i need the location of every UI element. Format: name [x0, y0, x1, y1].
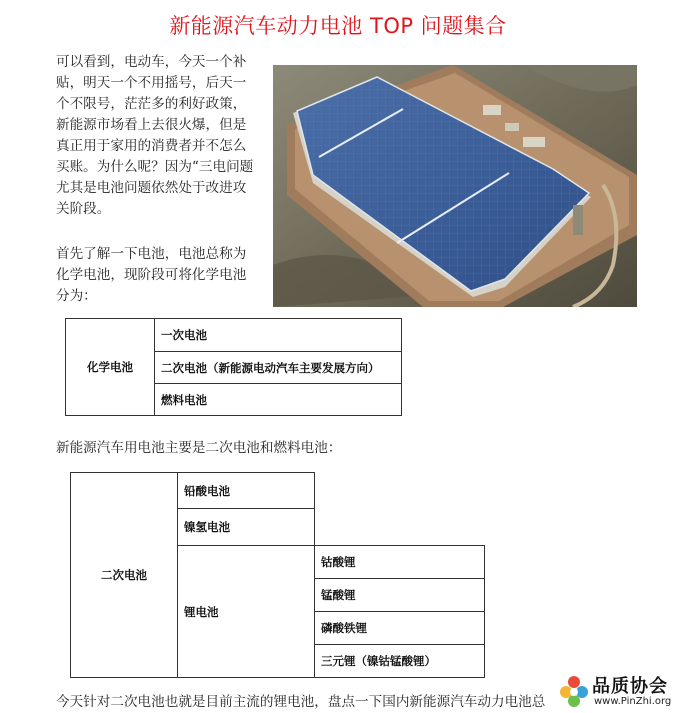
table-cell: 磷酸铁锂 — [315, 612, 485, 645]
table-cell: 锰酸锂 — [315, 579, 485, 612]
table-cell: 镍氢电池 — [178, 509, 315, 546]
chemical-battery-table — [65, 318, 402, 416]
pinzhi-logo-icon — [558, 674, 590, 708]
intro-paragraph: 可以看到，电动车，今天一个补 贴，明天一个不用摇号，后天一 个不限号，茫茫多的利好政策， 新能源市场看上去很火爆，但是 真正用于家用的消费者并不怎么 买账。为什么呢？因为“三电问题 尤其是电池问题依然处于改进攻 关阶段。 — [56, 54, 254, 217]
table-cell: 锂电池 — [178, 546, 315, 678]
solar-roof-factory-photo — [273, 65, 637, 307]
table-cell: 铅酸电池 — [178, 473, 315, 509]
secondary-battery-table — [70, 472, 485, 678]
article-title: 新能源汽车动力电池 TOP 问题集合 — [169, 14, 507, 38]
factory-photo — [273, 65, 637, 307]
table-root-cell: 二次电池 — [71, 473, 178, 678]
table-cell: 一次电池 — [155, 319, 402, 352]
table-cell: 钴酸锂 — [315, 546, 485, 579]
closing-paragraph: 今天针对二次电池也就是目前主流的锂电池，盘点一下国内新能源汽车动力电池总 — [56, 694, 546, 710]
watermark-url: www.PinZhi.org — [594, 696, 672, 707]
battery-types-sentence: 新能源汽车用电池主要是二次电池和燃料电池： — [56, 440, 342, 456]
watermark — [558, 672, 674, 712]
watermark-name: 品质协会 — [592, 676, 668, 697]
table-cell: 三元锂（镍钴锰酸锂） — [315, 645, 485, 678]
empty-cell — [315, 473, 485, 546]
table-cell: 二次电池（新能源电动汽车主要发展方向） — [155, 352, 402, 384]
battery-intro-paragraph: 首先了解一下电池，电池总称为 化学电池，现阶段可将化学电池 分为： — [56, 246, 247, 304]
table-cell: 燃料电池 — [155, 384, 402, 416]
table-root-cell: 化学电池 — [66, 319, 155, 416]
